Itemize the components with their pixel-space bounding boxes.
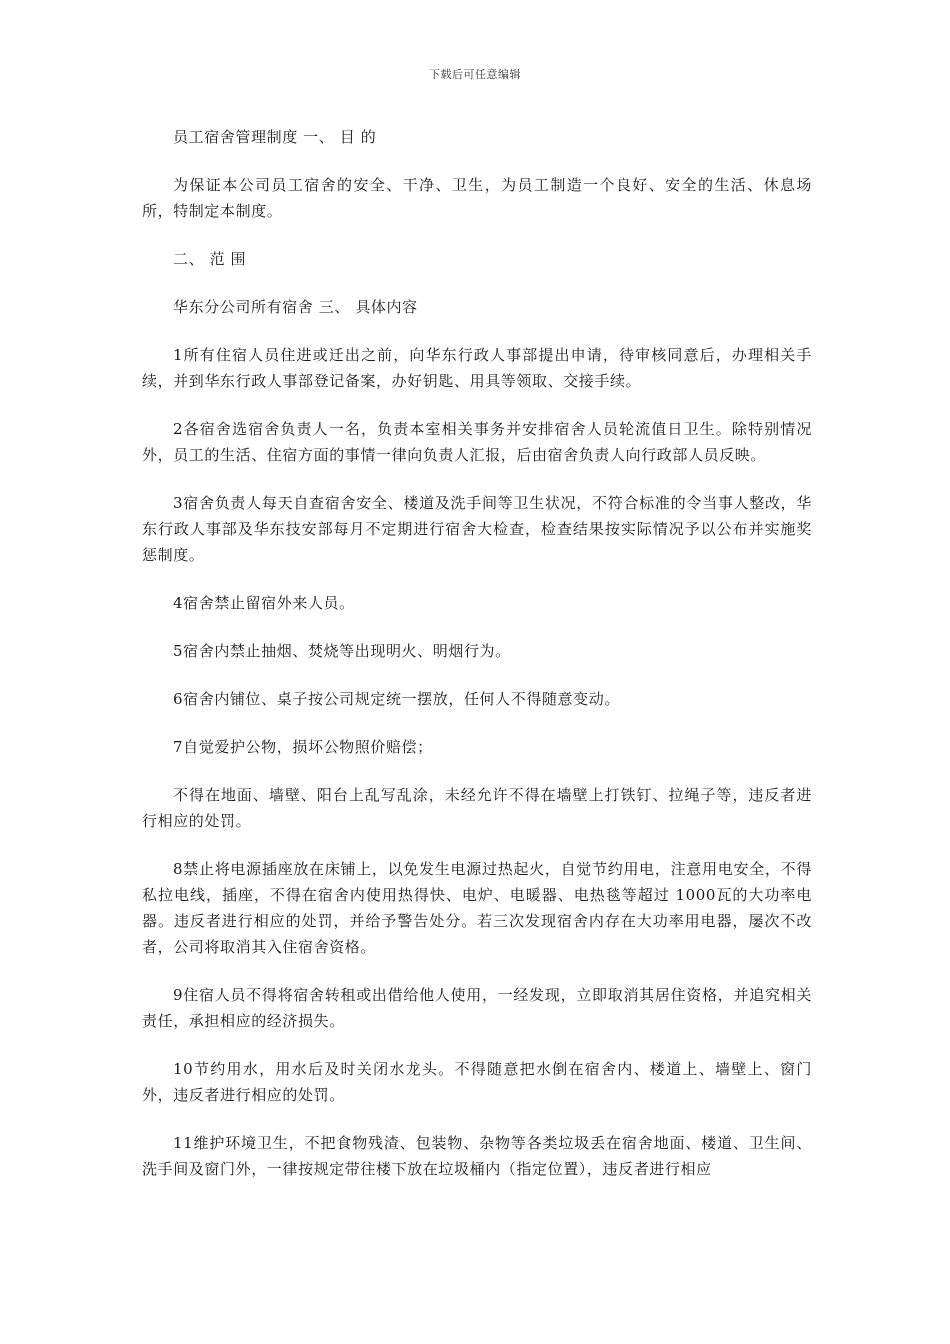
paragraph-scope-section-3: 华东分公司所有宿舍 三、 具体内容 [173,298,418,316]
page-header-note: 下载后可任意编辑 [429,68,521,81]
paragraph-rule-1: 1所有住宿人员住进或迁出之前，向华东行政人事部提出申请，待审核同意后，办理相关手续，并到华东行政人事部登记备案，办好钥匙、用具等领取、交接手续。 [142,346,812,390]
paragraph-rule-10: 10节约用水，用水后及时关闭水龙头。不得随意把水倒在宿舍内、楼道上、墙壁上、窗门外，违反者进行相应的处罚。 [142,1060,812,1104]
paragraph-rule-8: 8禁止将电源插座放在床铺上，以免发生电源过热起火，自觉节约用电，注意用电安全，不得私拉电线，插座，不得在宿舍内使用热得快、电炉、电暖器、电热毯等超过 1000瓦的大功率电器。违反者进行相应的处罚，并给予警告处分。若三次发现宿舍内存在大功率用电器，屡次不改者，公司将取消其入住宿舍资格。 [142,860,812,956]
paragraph-rule-11: 11维护环境卫生，不把食物残渣、包装物、杂物等各类垃圾丢在宿舍地面、楼道、卫生间、洗手间及窗门外，一律按规定带往楼下放在垃圾桶内（指定位置），违反者进行相应 [142,1134,812,1178]
paragraph-title-section-1: 员工宿舍管理制度 一、 目 的 [173,128,377,146]
paragraph-purpose: 为保证本公司员工宿舍的安全、干净、卫生，为员工制造一个良好、安全的生活、休息场所，特制定本制度。 [142,176,812,220]
paragraph-rule-4: 4宿舍禁止留宿外来人员。 [173,594,355,612]
document-body [142,124,812,1204]
paragraph-rule-7-continued: 不得在地面、墙壁、阳台上乱写乱涂，未经允许不得在墙壁上打铁钉、拉绳子等，违反者进行相应的处罚。 [142,786,812,830]
paragraph-rule-5: 5宿舍内禁止抽烟、焚烧等出现明火、明烟行为。 [173,642,511,660]
paragraph-section-2-heading: 二、 范 围 [173,250,247,268]
paragraph-rule-6: 6宿舍内铺位、桌子按公司规定统一摆放，任何人不得随意变动。 [173,690,620,708]
paragraph-rule-7: 7自觉爱护公物，损坏公物照价赔偿； [173,738,433,756]
paragraph-rule-3: 3宿舍负责人每天自查宿舍安全、楼道及洗手间等卫生状况，不符合标准的令当事人整改，华东行政人事部及华东技安部每月不定期进行宿舍大检查，检查结果按实际情况予以公布并实施奖惩制度。 [142,494,812,564]
paragraph-rule-2: 2各宿舍选宿舍负责人一名，负责本室相关事务并安排宿舍人员轮流值日卫生。除特别情况外，员工的生活、住宿方面的事情一律向负责人汇报，后由宿舍负责人向行政部人员反映。 [142,420,812,464]
paragraph-rule-9: 9住宿人员不得将宿舍转租或出借给他人使用，一经发现，立即取消其居住资格，并追究相关责任，承担相应的经济损失。 [142,986,812,1030]
